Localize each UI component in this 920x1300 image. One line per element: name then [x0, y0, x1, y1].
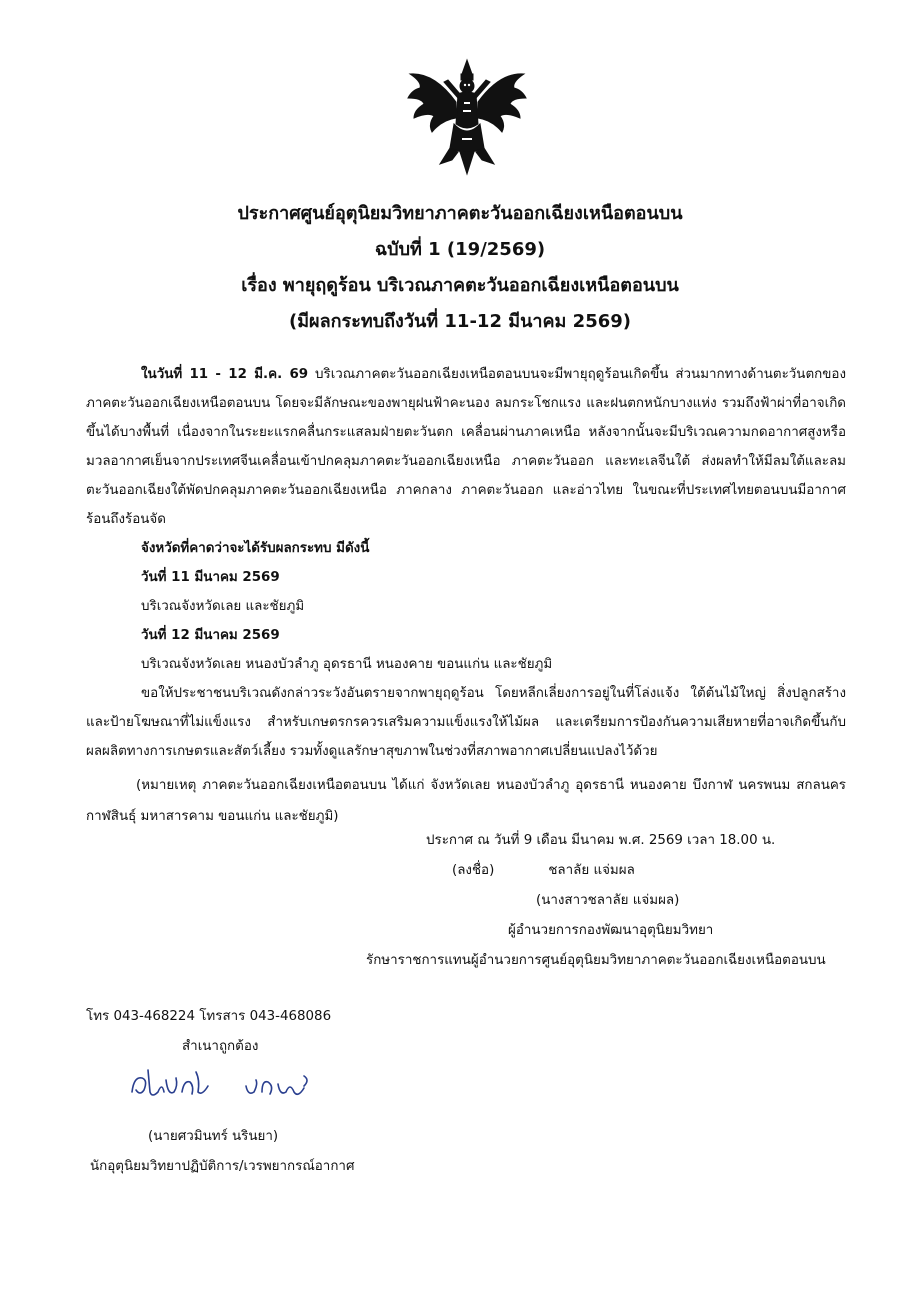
contact-numbers: โทร 043-468224 โทรสาร 043-468086	[86, 1009, 332, 1024]
announcement-body	[86, 360, 846, 832]
announced-date: ประกาศ ณ วันที่ 9 เดือน มีนาคม พ.ศ. 2569 เวลา 18.00 น.	[426, 833, 776, 848]
signer-position-2: รักษาราชการแทนผู้อำนวยการศูนย์อุตุนิยมวิทยาภาคตะวันออกเฉียงเหนือตอนบน	[366, 953, 826, 968]
intro-text: บริเวณภาคตะวันออกเฉียงเหนือตอนบนจะมีพายุฤดูร้อนเกิดขึ้น ส่วนมากทางด้านตะวันตกของภาคตะวันออกเฉียงเหนือตอนบน โดยจะมีลักษณะของพายุฝนฟ้าคะนอง ลมกระโชกแรง และฝนตกหนักบางแห่ง รวมถึงฟ้าผ่าที่อาจเกิดขึ้นได้บางพื้นที่ เนื่องจากในระยะแรกคลื่นกระแสลมฝ่ายตะวันตก เคลื่อนผ่านภาคเหนือ หลังจากนั้นจะมีบริเวณความกดอากาศสูงหรือมวลอากาศเย็นจากประเทศจีนเคลื่อนเข้าปกคลุมภาคตะวันออกเฉียงเหนือ ภาคตะวันออก และทะเลจีนใต้ ส่งผลทำให้มีลมใต้และลมตะวันออกเฉียงใต้พัดปกคลุมภาคตะวันออกเฉียงเหนือ ภาคกลาง ภาคตะวันออก และอ่าวไทย ในขณะที่ประเทศไทยตอนบนมีอากาศร้อนถึงร้อนจัด	[86, 367, 846, 527]
certified-copy-label: สำเนาถูกต้อง	[182, 1039, 259, 1054]
note-paragraph: (หมายเหตุ ภาคตะวันออกเฉียงเหนือตอนบน ได้แก่ จังหวัดเลย หนองบัวลำภู อุดรธานี หนองคาย บึงกาฬ นครพนม สกลนคร กาฬสินธุ์ มหาสารคาม ขอนแก่น และชัยภูมิ)	[86, 778, 846, 824]
signer-full-name: (นางสาวชลาลัย แจ่มผล)	[536, 893, 680, 908]
title-line-3: เรื่อง พายุฤดูร้อน บริเวณภาคตะวันออกเฉียงเหนือตอนบน	[241, 275, 679, 296]
title-line-4: (มีผลกระทบถึงวันที่ 11-12 มีนาคม 2569)	[288, 311, 632, 332]
day2-areas: บริเวณจังหวัดเลย หนองบัวลำภู อุดรธานี หนองคาย ขอนแก่น และชัยภูมิ	[141, 657, 553, 672]
title-line-1: ประกาศศูนย์อุตุนิยมวิทยาภาคตะวันออกเฉียงเหนือตอนบน	[237, 203, 683, 224]
garuda-emblem-icon	[404, 52, 530, 178]
intro-paragraph	[86, 360, 846, 534]
footer-signer-name: (นายศวมินทร์ นรินยา)	[148, 1129, 279, 1144]
intro-date: ในวันที่ 11 - 12 มี.ค. 69	[141, 367, 309, 382]
signer-position-1: ผู้อำนวยการกองพัฒนาอุตุนิยมวิทยา	[508, 923, 714, 938]
advice-paragraph: ขอให้ประชาชนบริเวณดังกล่าวระวังอันตรายจากพายุฤดูร้อน โดยหลีกเลี่ยงการอยู่ในที่โล่งแจ้ง ใต้ต้นไม้ใหญ่ สิ่งปลูกสร้าง และป้ายโฆษณาที่ไม่แข็งแรง สำหรับเกษตรกรควรเสริมความแข็งแรงให้ไม้ผล และเตรียมการป้องกันความเสียหายที่อาจเกิดขึ้นกับผลผลิตทางการเกษตรและสัตว์เลี้ยง รวมทั้งดูแลรักษาสุขภาพในช่วงที่สภาพอากาศเปลี่ยนแปลงไว้ด้วย	[86, 686, 846, 759]
signed-name: ชลาลัย แจ่มผล	[548, 863, 635, 878]
signed-label: (ลงชื่อ)	[452, 863, 495, 878]
signed-line	[340, 856, 840, 886]
footer-signer-position: นักอุตุนิยมวิทยาปฏิบัติการ/เวรพยากรณ์อากาศ	[90, 1159, 355, 1174]
affected-heading: จังหวัดที่คาดว่าจะได้รับผลกระทบ มีดังนี้	[141, 541, 370, 556]
day1-label: วันที่ 11 มีนาคม 2569	[141, 570, 280, 585]
title-line-2: ฉบับที่ 1 (19/2569)	[374, 239, 546, 260]
day1-areas: บริเวณจังหวัดเลย และชัยภูมิ	[141, 599, 305, 614]
handwritten-signature	[128, 1062, 318, 1106]
announcement-title	[0, 196, 920, 340]
day2-label: วันที่ 12 มีนาคม 2569	[141, 628, 280, 643]
signature-block	[340, 826, 840, 976]
